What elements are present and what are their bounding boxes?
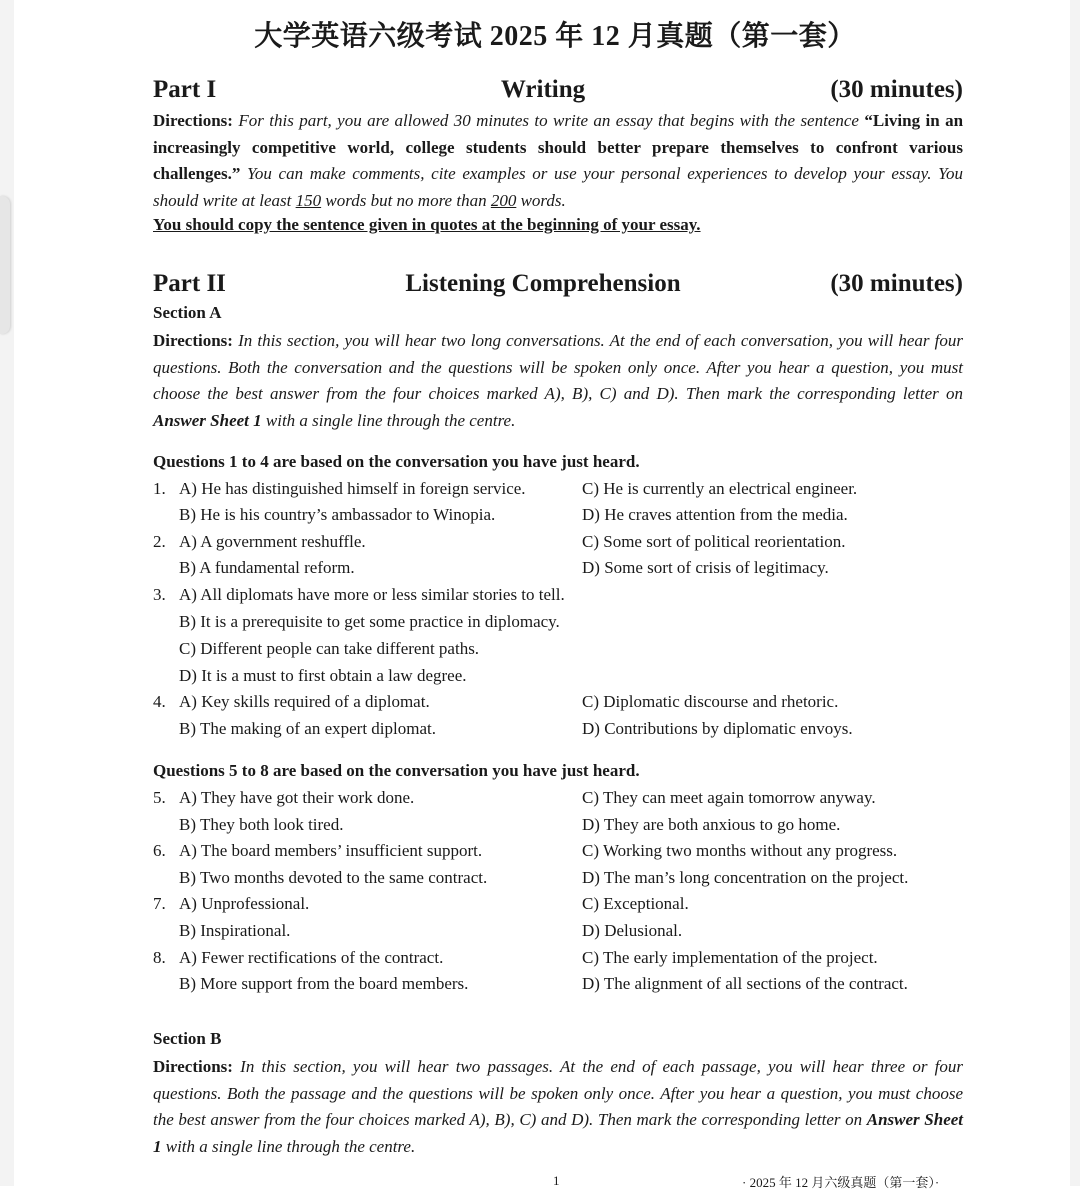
- part2-name: Listening Comprehension: [405, 270, 681, 297]
- option-b: B) He is his country’s ambassador to Winopia.: [179, 505, 496, 524]
- question-number: 8.: [153, 948, 166, 967]
- section-a-label: Section A: [153, 303, 222, 322]
- max-words: 200: [490, 191, 517, 211]
- option-a: A) Fewer rectifications of the contract.: [179, 948, 444, 967]
- question-number: 3.: [153, 585, 166, 604]
- option-c: C) Some sort of political reorientation.: [582, 532, 846, 551]
- footer-source: · 2025 年 12 月六级真题（第一套）·: [742, 1175, 940, 1190]
- directions-text: words.: [520, 191, 566, 211]
- directions-label: Directions:: [153, 111, 233, 130]
- part2-header: [153, 270, 963, 300]
- option-a: A) They have got their work done.: [179, 788, 415, 807]
- side-panel-handle[interactable]: [0, 196, 10, 334]
- option-b: B) A fundamental reform.: [179, 558, 355, 577]
- directions-text: with a single line through the centre.: [165, 1137, 416, 1157]
- right-edge-shadow: [1070, 0, 1080, 1186]
- option-b: B) More support from the board members.: [179, 974, 469, 993]
- option-b: B) Inspirational.: [179, 921, 291, 940]
- option-c: C) The early implementation of the project.: [582, 948, 878, 967]
- question-number: 4.: [153, 692, 166, 711]
- option-c: C) Diplomatic discourse and rhetoric.: [582, 692, 839, 711]
- section-b-label: Section B: [153, 1029, 222, 1048]
- copy-instruction: You should copy the sentence given in quotes at the beginning of your essay.: [153, 215, 701, 234]
- option-d: D) They are both anxious to go home.: [582, 815, 841, 834]
- directions-text: For this part, you are allowed 30 minutes to write an essay that begins with the sentence: [238, 111, 859, 130]
- part2-label: Part II: [153, 270, 226, 297]
- option-d: D) The man’s long concentration on the project.: [582, 868, 909, 887]
- part1-directions: [153, 108, 963, 215]
- part1-name: Writing: [500, 76, 586, 103]
- answer-sheet-ref: Answer Sheet 1: [153, 411, 262, 431]
- directions-label: Directions:: [153, 1057, 233, 1076]
- page-title: 大学英语六级考试 2025 年 12 月真题（第一套）: [254, 21, 856, 52]
- option-a: A) A government reshuffle.: [179, 532, 366, 551]
- option-d: D) Contributions by diplomatic envoys.: [582, 719, 853, 738]
- option-d: D) It is a must to first obtain a law degree.: [179, 666, 467, 685]
- part1-label: Part I: [153, 76, 217, 103]
- part1-header: [153, 76, 963, 106]
- directions-text: with a single line through the centre.: [265, 411, 516, 431]
- directions-text: words but no more than: [325, 191, 487, 211]
- question-group-heading: Questions 1 to 4 are based on the conversation you have just heard.: [153, 452, 640, 471]
- question-number: 1.: [153, 479, 166, 498]
- question-number: 5.: [153, 788, 166, 807]
- option-d: D) The alignment of all sections of the contract.: [582, 974, 908, 993]
- option-a: A) Key skills required of a diplomat.: [179, 692, 430, 711]
- page-number: 1: [553, 1173, 560, 1188]
- option-c: C) He is currently an electrical engineer.: [582, 479, 858, 498]
- section-a-directions: [153, 328, 963, 435]
- answer-sheet-ref: Answer Sheet 1: [153, 1110, 964, 1157]
- directions-label: Directions:: [153, 331, 233, 350]
- directions-text: You can make comments, cite examples or use your personal experiences to develop your essay. You should write at least: [153, 164, 963, 211]
- option-b: B) The making of an expert diplomat.: [179, 719, 436, 738]
- option-d: D) Some sort of crisis of legitimacy.: [582, 558, 829, 577]
- essay-prompt-quote: “Living in an increasingly competitive world, college students should better prepare themselves to confront various challenges.”: [153, 111, 964, 184]
- option-d: D) He craves attention from the media.: [582, 505, 848, 524]
- option-b: B) It is a prerequisite to get some practice in diplomacy.: [179, 612, 560, 631]
- directions-text: In this section, you will hear two passages. At the end of each passage, you will hear three or four questions. Both the passage and the questions will be spoken only once. After you hear a question, you must choose the best answer from the four choices marked A), B), C) and D). Then mark the corresponding letter on: [153, 1057, 964, 1130]
- option-d: D) Delusional.: [582, 921, 683, 940]
- question-number: 2.: [153, 532, 166, 551]
- option-c: C) Exceptional.: [582, 894, 689, 913]
- option-a: A) Unprofessional.: [179, 894, 310, 913]
- option-b: B) They both look tired.: [179, 815, 344, 834]
- section-b-directions: [153, 1054, 963, 1161]
- left-edge-shadow: [0, 0, 14, 1186]
- option-a: A) He has distinguished himself in foreign service.: [179, 479, 526, 498]
- directions-text: In this section, you will hear two long conversations. At the end of each conversation, you will hear four questions. Both the conversation and the questions will be spoken only once. After you hear a question, you must choose the best answer from the four choices marked A), B), C) and D). Then mark the corresponding letter on: [153, 331, 964, 404]
- option-c: C) Working two months without any progress.: [582, 841, 898, 860]
- option-b: B) Two months devoted to the same contract.: [179, 868, 488, 887]
- option-c: C) Different people can take different paths.: [179, 639, 480, 658]
- option-a: A) All diplomats have more or less similar stories to tell.: [179, 585, 565, 604]
- option-c: C) They can meet again tomorrow anyway.: [582, 788, 876, 807]
- part2-time: (30 minutes): [830, 270, 963, 297]
- question-group-heading: Questions 5 to 8 are based on the conversation you have just heard.: [153, 761, 640, 780]
- option-a: A) The board members’ insufficient support.: [179, 841, 483, 860]
- part1-time: (30 minutes): [830, 76, 963, 103]
- min-words: 150: [295, 191, 322, 211]
- question-number: 7.: [153, 894, 166, 913]
- question-number: 6.: [153, 841, 166, 860]
